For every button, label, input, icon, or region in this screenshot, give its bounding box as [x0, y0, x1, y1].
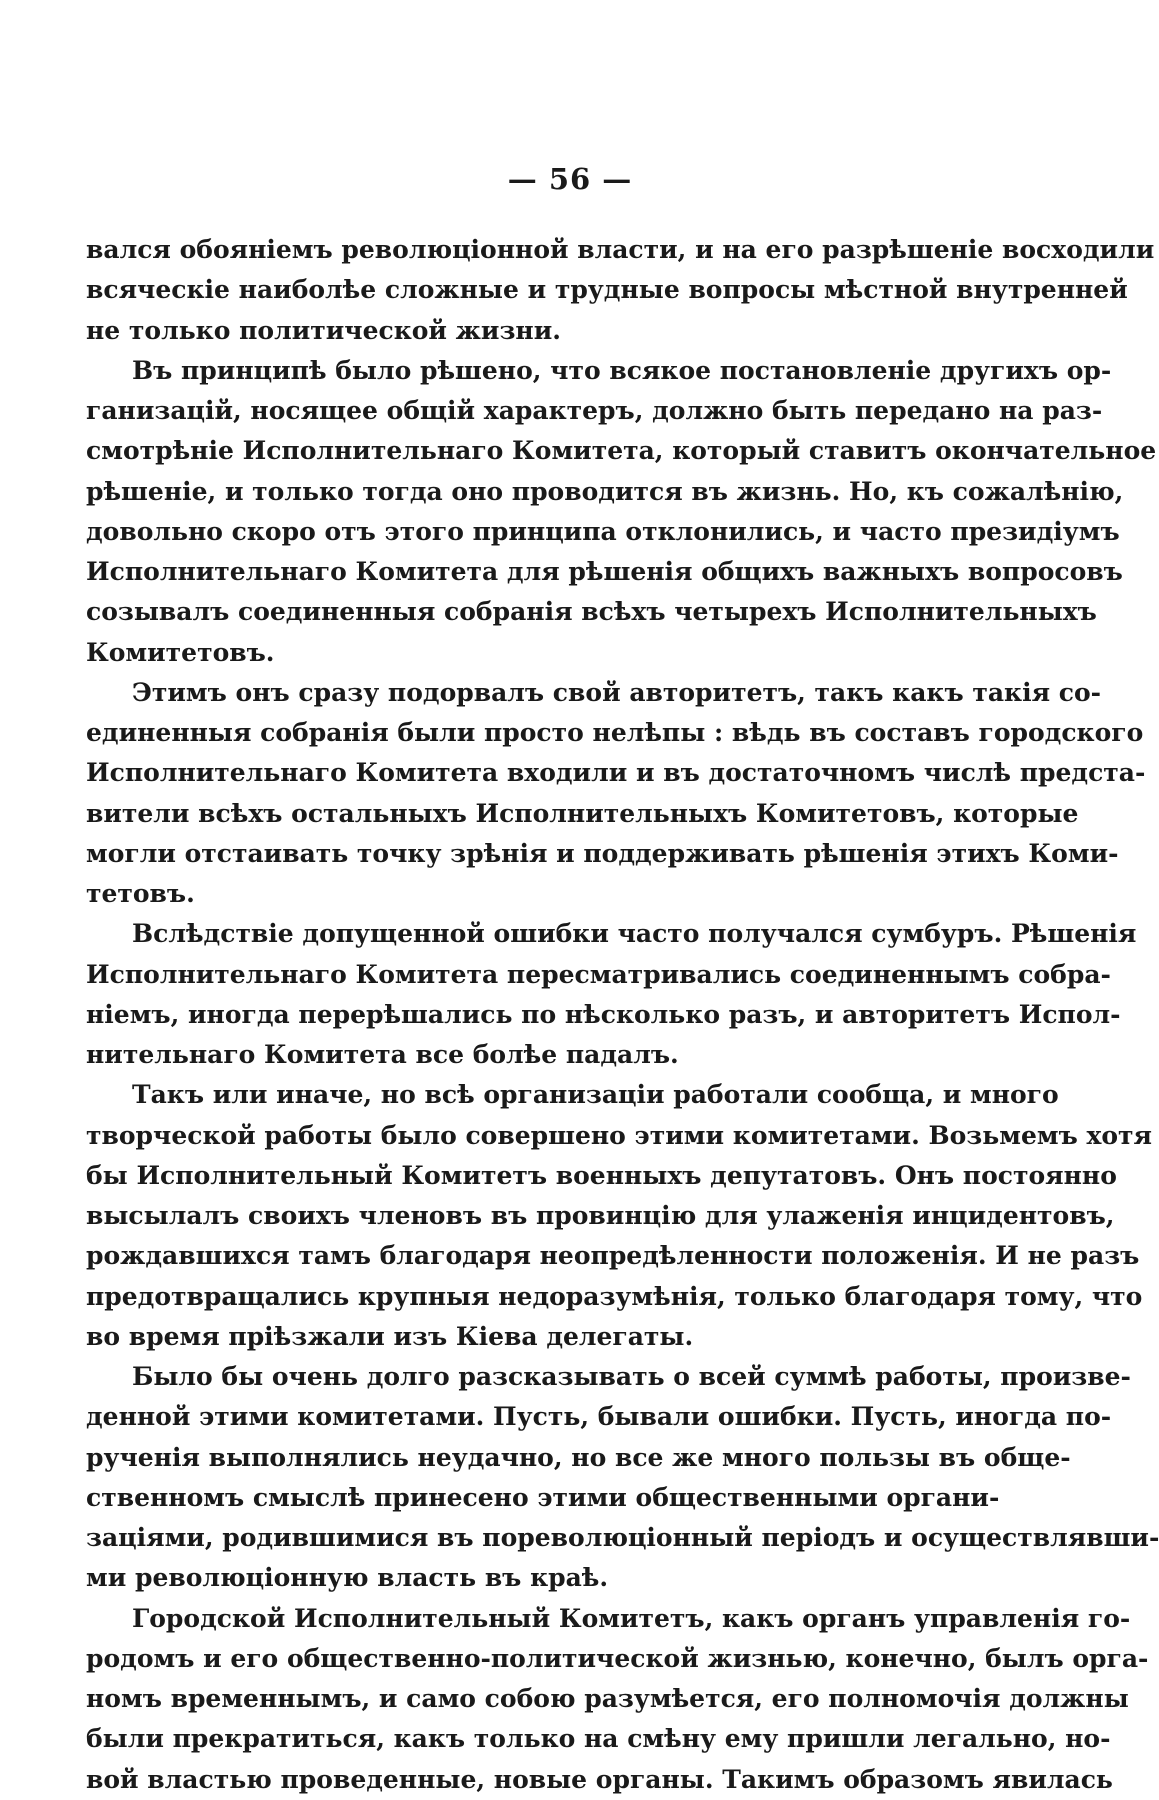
- text-line: смотрѣніе Исполнительнаго Комитета, который ставитъ окончательное: [86, 436, 1157, 466]
- text-body: [86, 230, 1159, 1800]
- paragraph: [86, 914, 1137, 1075]
- text-line: ганизацій, носящее общій характеръ, должно быть передано на раз-: [86, 396, 1103, 425]
- text-line: рученія выполнялись неудачно, но все же много пользы въ обще-: [86, 1442, 1071, 1472]
- text-line: нительнаго Комитета все болѣе падалъ.: [86, 1040, 679, 1069]
- text-line: заціями, родившимися въ пореволюціонный періодъ и осуществлявши-: [86, 1523, 1159, 1552]
- page-number: — 56 —: [507, 162, 633, 196]
- text-line: довольно скоро отъ этого принципа отклонились, и часто президіумъ: [86, 516, 1120, 546]
- paragraph: [86, 1599, 1149, 1800]
- text-line: Такъ или иначе, но всѣ организаціи работали сообща, и много: [132, 1080, 1059, 1110]
- paragraph: [86, 1357, 1159, 1599]
- text-line: Этимъ онъ сразу подорвалъ свой авторитетъ, такъ какъ такія со-: [132, 677, 1102, 707]
- text-line: во время пріѣзжали изъ Кіева делегаты.: [86, 1321, 694, 1351]
- text-line: творческой работы было совершено этими комитетами. Возьмемъ хотя: [86, 1120, 1152, 1150]
- text-line: Въ принципѣ было рѣшено, что всякое постановленіе другихъ ор-: [132, 355, 1112, 385]
- text-line: Вслѣдствіе допущенной ошибки часто получался сумбуръ. Рѣшенія: [132, 919, 1137, 949]
- text-line: не только политической жизни.: [86, 315, 561, 345]
- text-line: предотвращались крупныя недоразумѣнія, только благодаря тому, что: [86, 1281, 1143, 1311]
- text-line: высылалъ своихъ членовъ въ провинцію для улаженія инцидентовъ,: [86, 1201, 1115, 1230]
- text-line: Исполнительнаго Комитета для рѣшенія общихъ важныхъ вопросовъ: [86, 557, 1123, 586]
- text-line: родомъ и его общественно-политической жизнью, конечно, былъ орга-: [86, 1643, 1149, 1673]
- text-line: рѣшеніе, и только тогда оно проводится въ жизнь. Но, къ сожалѣнію,: [86, 476, 1124, 506]
- text-line: вой властью проведенные, новые органы. Такимъ образомъ явилась: [86, 1764, 1113, 1794]
- text-line: Исполнительнаго Комитета входили и въ достаточномъ числѣ предста-: [86, 758, 1146, 788]
- text-line: Было бы очень долго разсказывать о всей суммѣ работы, произве-: [132, 1362, 1131, 1391]
- text-line: номъ временнымъ, и само собою разумѣется, его полномочія должны: [86, 1684, 1129, 1713]
- text-line: тетовъ.: [86, 879, 195, 908]
- text-line: бы Исполнительный Комитетъ военныхъ депутатовъ. Онъ постоянно: [86, 1160, 1117, 1190]
- text-line: вители всѣхъ остальныхъ Исполнительныхъ Комитетовъ, которые: [86, 798, 1079, 828]
- paragraph: [86, 230, 1155, 351]
- text-line: денной этими комитетами. Пусть, бывали ошибки. Пусть, иногда по-: [86, 1402, 1112, 1432]
- paragraph: [86, 673, 1146, 915]
- text-line: ми революціонную власть въ краѣ.: [86, 1563, 609, 1593]
- text-line: ственномъ смыслѣ принесено этими общественными органи-: [86, 1482, 1000, 1512]
- paragraph: [86, 1075, 1152, 1357]
- text-line: были прекратиться, какъ только на смѣну ему пришли легально, но-: [86, 1724, 1111, 1754]
- text-line: ніемъ, иногда перерѣшались по нѣсколько разъ, и авторитетъ Испол-: [86, 999, 1121, 1029]
- text-line: рождавшихся тамъ благодаря неопредѣленности положенія. И не разъ: [86, 1241, 1140, 1271]
- text-line: единенныя собранія были просто нелѣпы : вѣдь въ составъ городского: [86, 718, 1144, 747]
- text-line: могли отстаивать точку зрѣнія и поддерживать рѣшенія этихъ Коми-: [86, 838, 1119, 868]
- text-line: Исполнительнаго Комитета пересматривались соединеннымъ собра-: [86, 959, 1111, 989]
- text-line: Комитетовъ.: [86, 637, 275, 667]
- text-line: созывалъ соединенныя собранія всѣхъ четырехъ Исполнительныхъ: [86, 597, 1097, 627]
- paragraph: [86, 351, 1157, 673]
- text-line: всяческіе наиболѣе сложные и трудные вопросы мѣстной внутренней: [86, 275, 1128, 305]
- text-line: вался обояніемъ революціонной власти, и на его разрѣшеніе восходили: [86, 235, 1155, 264]
- text-line: Городской Исполнительный Комитетъ, какъ органъ управленія го-: [132, 1603, 1131, 1633]
